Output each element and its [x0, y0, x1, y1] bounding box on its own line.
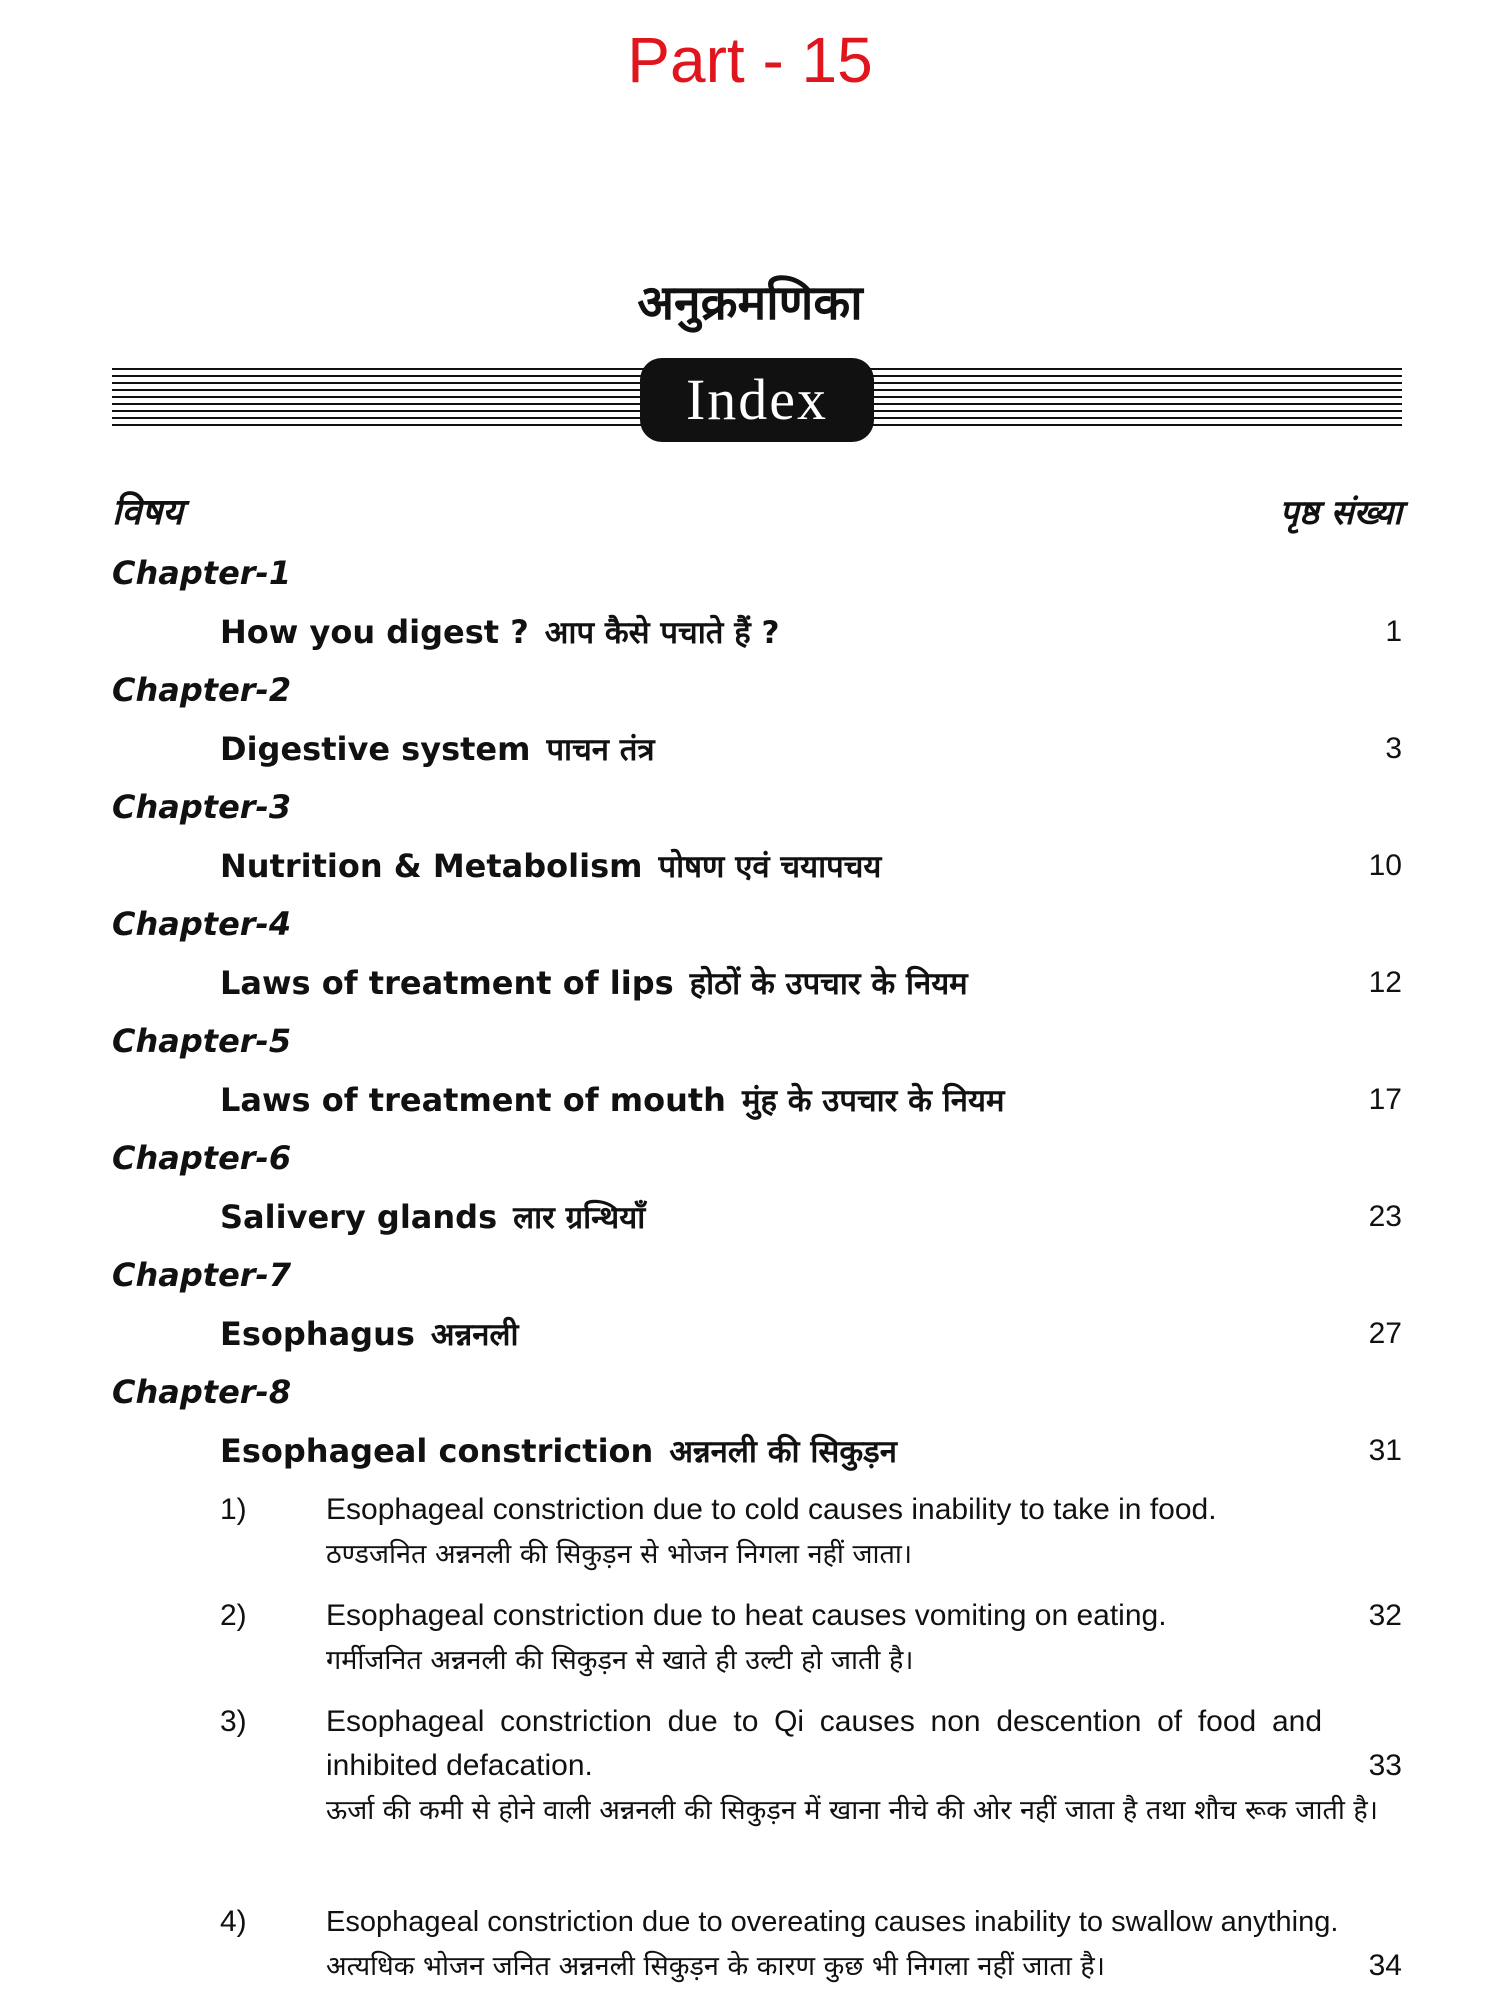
chapter-entry — [112, 1254, 1402, 1371]
chapter-entry — [112, 903, 1402, 1020]
chapter-title-english: Esophageal constriction — [220, 1432, 654, 1470]
subtopic-item[interactable] — [112, 1488, 1402, 1594]
subtopic-item[interactable] — [112, 1700, 1402, 1900]
subtopic-item[interactable] — [112, 1900, 1402, 2000]
chapter-title-english: Salivery glands — [220, 1198, 498, 1236]
chapter-label: Chapter-2 — [112, 671, 292, 709]
chapter-title-row[interactable] — [220, 1429, 1402, 1473]
chapter-page-number: 10 — [1368, 849, 1402, 882]
chapter-title-hindi: पोषण एवं चयापचय — [658, 849, 882, 885]
chapter-page-number: 3 — [1385, 732, 1402, 765]
chapter-title-row[interactable] — [220, 1078, 1402, 1122]
index-label: Index — [640, 358, 874, 442]
page-number-column-heading: पृष्ठ संख्या — [1279, 493, 1402, 533]
chapter-title-row[interactable] — [220, 961, 1402, 1005]
part-title: Part - 15 — [627, 24, 873, 96]
chapter-title-hindi: होठों के उपचार के नियम — [689, 966, 968, 1002]
table-of-contents — [112, 552, 1402, 1488]
chapter-title-hindi: आप कैसे पचाते हैं ? — [544, 615, 780, 651]
subtopic-text-hindi: अत्यधिक भोजन जनित अन्ननली सिकुड़न के कारण कुछ भी निगला नहीं जाता है। — [326, 1951, 1105, 1982]
subtopic-number: 1) — [220, 1493, 247, 1526]
chapter-title-hindi: अन्ननली — [430, 1317, 519, 1353]
chapter-title-english: Esophagus — [220, 1315, 415, 1353]
subtopic-number: 4) — [220, 1905, 247, 1938]
chapter-title-row[interactable] — [220, 1195, 1402, 1239]
chapter-entry — [112, 1371, 1402, 1488]
chapter-title-hindi: मुंह के उपचार के नियम — [741, 1083, 1005, 1119]
chapter-title-row[interactable] — [220, 610, 1402, 654]
chapter-page-number: 1 — [1385, 615, 1402, 648]
subtopic-page-number: 32 — [1368, 1599, 1402, 1632]
subtopic-list — [112, 1488, 1402, 2000]
chapter-label: Chapter-6 — [112, 1139, 292, 1177]
chapter-title-row[interactable] — [220, 844, 1402, 888]
chapter-page-number: 27 — [1368, 1317, 1402, 1350]
chapter-title-english: How you digest ? — [220, 613, 529, 651]
chapter-title-english: Nutrition & Metabolism — [220, 847, 643, 885]
chapter-label: Chapter-1 — [112, 554, 292, 592]
subtopic-text-hindi: ऊर्जा की कमी से होने वाली अन्ननली की सिकुड़न में खाना नीचे की ओर नहीं जाता है तथा शौच रूक जाती है। — [326, 1795, 1378, 1826]
chapter-title-row[interactable] — [220, 1312, 1402, 1356]
subtopic-page-number: 34 — [1368, 1949, 1402, 1982]
chapter-entry — [112, 786, 1402, 903]
subtopic-text-english: Esophageal constriction due to Qi causes non descention of food and inhibited defacation. — [326, 1705, 1322, 1782]
subtopic-number: 3) — [220, 1705, 247, 1738]
chapter-label: Chapter-7 — [112, 1256, 292, 1294]
chapter-title-hindi: पाचन तंत्र — [546, 732, 655, 768]
chapter-title-hindi: अन्ननली की सिकुड़न — [669, 1434, 897, 1470]
chapter-entry — [112, 669, 1402, 786]
hindi-index-title: अनुक्रमणिका — [637, 275, 863, 331]
chapter-label: Chapter-5 — [112, 1022, 292, 1060]
chapter-entry — [112, 1137, 1402, 1254]
chapter-entry — [112, 1020, 1402, 1137]
chapter-title-hindi: लार ग्रन्थियाँ — [513, 1200, 646, 1236]
subject-column-heading: विषय — [112, 492, 184, 533]
subtopic-text-english: Esophageal constriction due to overeating causes inability to swallow anything. — [326, 1906, 1339, 1938]
chapter-label: Chapter-8 — [112, 1373, 292, 1411]
subtopic-item[interactable] — [112, 1594, 1402, 1700]
subtopic-text-hindi: ठण्डजनित अन्ननली की सिकुड़न से भोजन निगला नहीं जाता। — [326, 1539, 913, 1570]
subtopic-number: 2) — [220, 1599, 247, 1632]
chapter-label: Chapter-4 — [112, 905, 292, 943]
subtopic-text-hindi: गर्मीजनित अन्ननली की सिकुड़न से खाते ही उल्टी हो जाती है। — [326, 1645, 914, 1676]
chapter-page-number: 31 — [1368, 1434, 1402, 1467]
subtopic-text-english: Esophageal constriction due to heat causes vomiting on eating. — [326, 1599, 1167, 1632]
subtopic-page-number: 33 — [1368, 1749, 1402, 1782]
chapter-label: Chapter-3 — [112, 788, 292, 826]
chapter-title-english: Laws of treatment of mouth — [220, 1081, 726, 1119]
chapter-title-english: Laws of treatment of lips — [220, 964, 674, 1002]
chapter-entry — [112, 552, 1402, 669]
chapter-page-number: 23 — [1368, 1200, 1402, 1233]
chapter-title-row[interactable] — [220, 727, 1402, 771]
chapter-title-english: Digestive system — [220, 730, 531, 768]
chapter-page-number: 17 — [1368, 1083, 1402, 1116]
chapter-page-number: 12 — [1368, 966, 1402, 999]
subtopic-text-english: Esophageal constriction due to cold causes inability to take in food. — [326, 1493, 1217, 1526]
